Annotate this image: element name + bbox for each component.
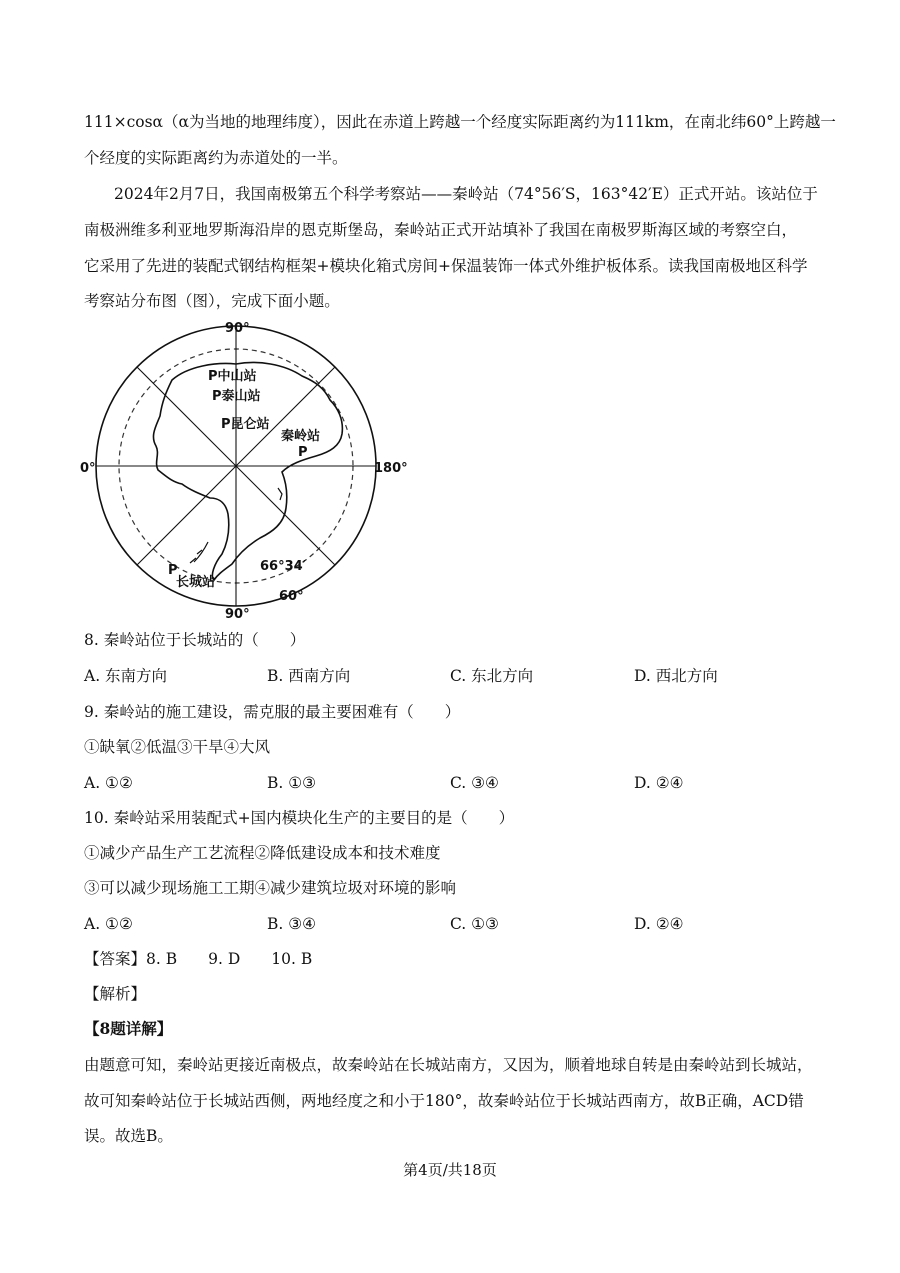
station-kunlun: P昆仑站: [221, 417, 270, 432]
label-66-34: 66°34′: [260, 559, 307, 574]
answer-line: 【答案】8. B 9. D 10. B: [84, 950, 313, 968]
q8-option-c: C. 东北方向: [450, 667, 534, 685]
analysis-label: 【解析】: [84, 985, 147, 1003]
intro-line-2: 个经度的实际距离约为赤道处的一半。: [84, 149, 348, 167]
antarctica-station-map: [76, 318, 416, 618]
question-9-stem: 9. 秦岭站的施工建设，需克服的最主要困难有（ ）: [84, 703, 461, 721]
q10-option-a: A. ①②: [84, 915, 133, 933]
q9-option-c: C. ③④: [450, 774, 499, 792]
q9-option-a: A. ①②: [84, 774, 133, 792]
q9-option-d: D. ②④: [634, 774, 684, 792]
passage-line-3: 它采用了先进的装配式钢结构框架+模块化箱式房间+保温装饰一体式外维护板体系。读我国南极地区科学: [84, 257, 808, 275]
label-0: 0°: [80, 461, 96, 476]
detail-label: 【8题详解】: [84, 1019, 173, 1038]
detail-line-1: 由题意可知，秦岭站更接近南极点，故秦岭站在长城站南方，又因为，顺着地球自转是由秦岭站到长城站，: [84, 1056, 813, 1074]
page-footer: 第4页/共18页: [403, 1161, 497, 1179]
passage-line-4: 考察站分布图（图），完成下面小题。: [84, 292, 340, 310]
q9-option-b: B. ①③: [267, 774, 317, 792]
station-qinling: 秦岭站: [281, 429, 321, 444]
q8-option-d: D. 西北方向: [634, 667, 718, 685]
station-zhongshan: P中山站: [208, 369, 257, 384]
q10-option-d: D. ②④: [634, 915, 684, 933]
passage-line-2: 南极洲维多利亚地罗斯海沿岸的恩克斯堡岛，秦岭站正式开站填补了我国在南极罗斯海区域的考察空白，: [84, 221, 798, 239]
q10-items-2: ③可以减少现场施工工期④减少建筑垃圾对环境的影响: [84, 879, 457, 897]
q10-items-1: ①减少产品生产工艺流程②降低建设成本和技术难度: [84, 844, 441, 862]
station-changcheng-marker: P: [168, 563, 178, 578]
station-taishan: P泰山站: [212, 389, 261, 404]
question-8-stem: 8. 秦岭站位于长城站的（ ）: [84, 631, 306, 649]
station-qinling-marker: P: [298, 445, 308, 460]
label-180: 180°: [374, 461, 408, 476]
label-60: 60°: [279, 589, 304, 604]
q9-items: ①缺氧②低温③干旱④大风: [84, 738, 271, 756]
q8-option-b: B. 西南方向: [267, 667, 351, 685]
label-90-bottom: 90°: [225, 607, 250, 618]
q8-option-a: A. 东南方向: [84, 667, 168, 685]
intro-line-1: 111×cosα（α为当地的地理纬度），因此在赤道上跨越一个经度实际距离约为111km，在南北纬60°上跨越一: [84, 113, 836, 131]
station-changcheng: 长城站: [176, 575, 216, 590]
passage-line-1: 2024年2月7日，我国南极第五个科学考察站——秦岭站（74°56′S，163°42′E）正式开站。该站位于: [114, 185, 818, 203]
q10-option-c: C. ①③: [450, 915, 499, 933]
detail-line-2: 故可知秦岭站位于长城站西侧，两地经度之和小于180°，故秦岭站位于长城站西南方，故B正确，ACD错: [84, 1092, 804, 1110]
q10-option-b: B. ③④: [267, 915, 317, 933]
detail-line-3: 误。故选B。: [84, 1127, 173, 1145]
label-90-top: 90°: [225, 321, 250, 336]
question-10-stem: 10. 秦岭站采用装配式+国内模块化生产的主要目的是（ ）: [84, 809, 515, 827]
